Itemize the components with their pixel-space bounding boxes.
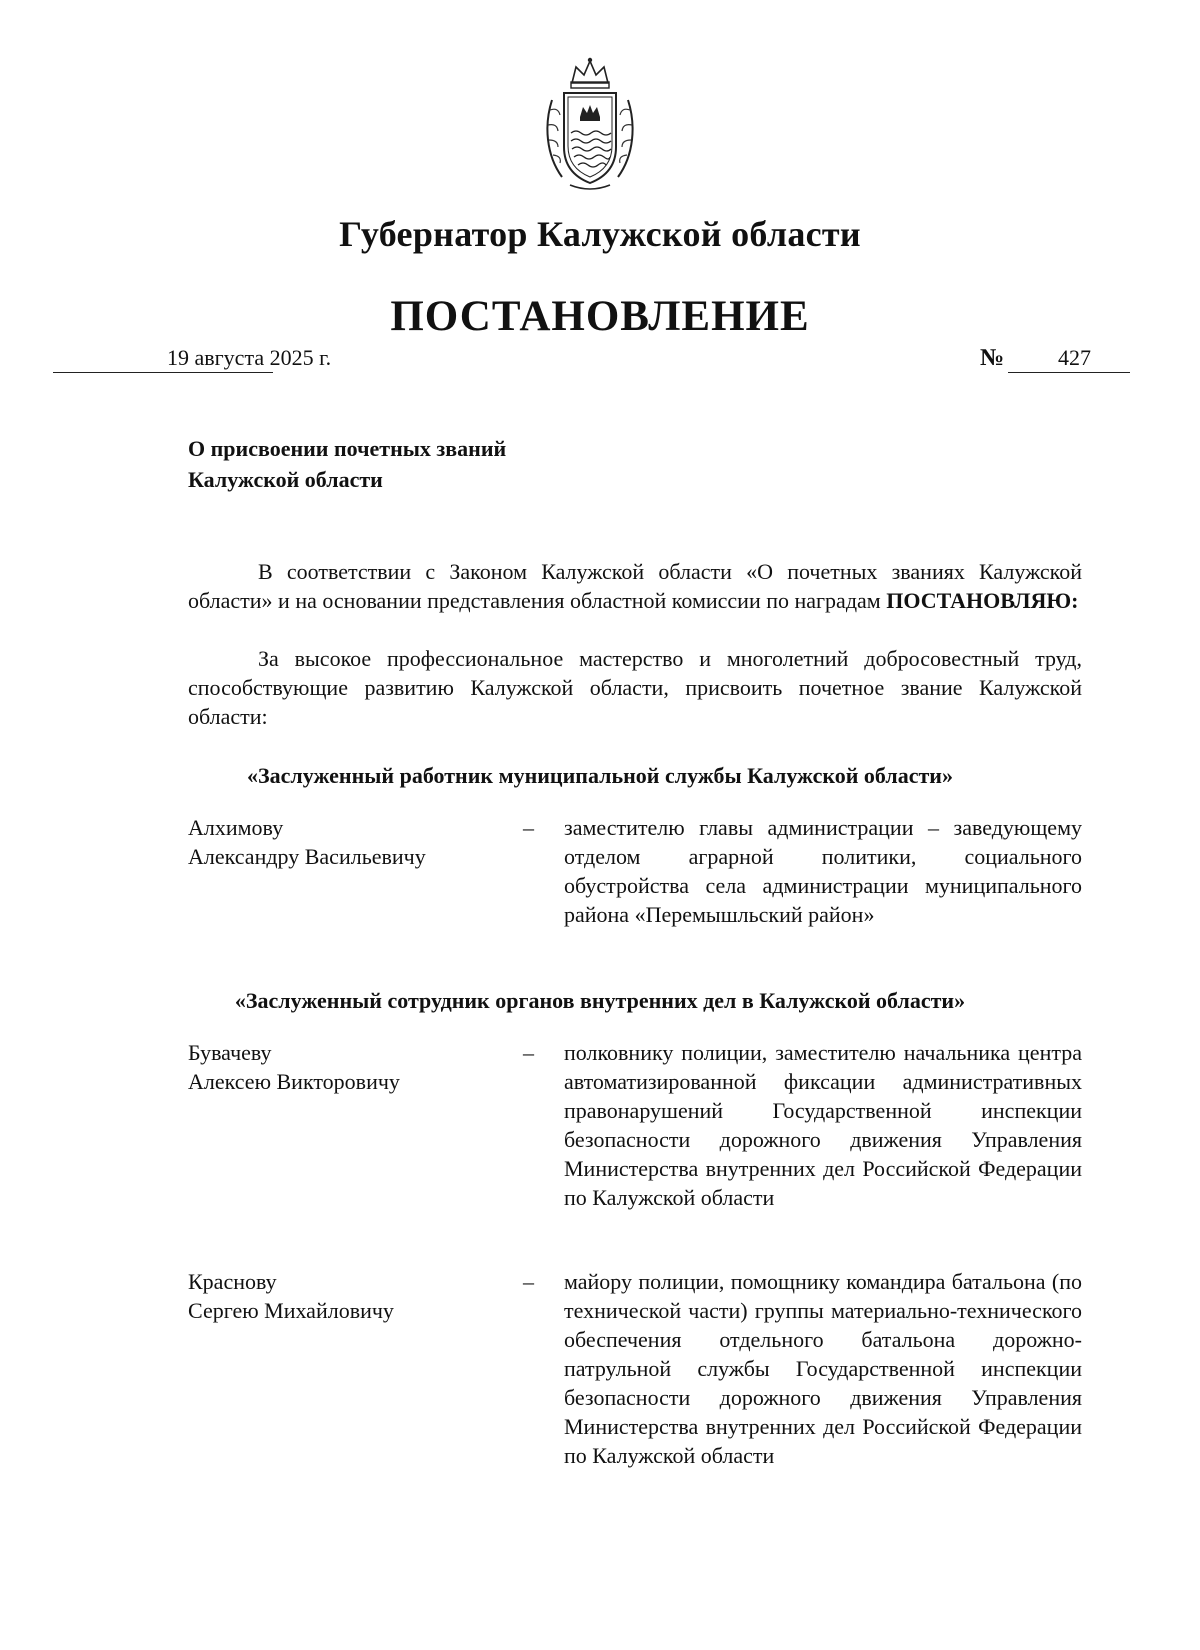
- document-subject: [188, 433, 506, 495]
- decision-paragraph: [188, 644, 1082, 731]
- awardee-entry: [188, 1267, 1088, 1507]
- subject-line-1: О присвоении почетных званий: [188, 436, 507, 461]
- award-title: «Заслуженный работник муниципальной службы Калужской области»: [247, 763, 953, 788]
- awardee-given-names: Александру Васильевичу: [188, 844, 426, 869]
- decision-text: За высокое профессиональное мастерство и многолетний добросовестный труд, способствующие развитию Калужской области, присвоить почетное звание Калужской области:: [188, 646, 1082, 729]
- awardee-given-names: Алексею Викторовичу: [188, 1069, 400, 1094]
- document-date: 19 августа 2025 г.: [167, 345, 332, 370]
- entry-dash: –: [523, 815, 534, 840]
- resolve-keyword: ПОСТАНОВЛЯЮ:: [886, 588, 1079, 613]
- awardee-name: [188, 1267, 508, 1325]
- subject-line-2: Калужской области: [188, 467, 383, 492]
- awardee-surname: Бувачеву: [188, 1040, 272, 1065]
- awardee-name: [188, 813, 508, 871]
- awardee-position: майору полиции, помощнику командира батальона (по технической части) группы материально-технического обеспечения отдельного батальона дорожно-патрульной службы Государственной инспекции безопасности дорожного движения Управления Министерства внутренних дел Российской Федерации по Калужской области: [564, 1269, 1082, 1468]
- awardee-name: [188, 1038, 508, 1096]
- document-number: 427: [1058, 345, 1091, 370]
- awardee-entry: [188, 1038, 1088, 1248]
- issuing-authority: Губернатор Калужской области: [339, 214, 861, 254]
- awardee-entry: [188, 813, 1088, 963]
- preamble-text: В соответствии с Законом Калужской области «О почетных званиях Калужской области» и на основании представления областной комиссии по наградам: [188, 559, 1082, 613]
- awardee-position: полковнику полиции, заместителю начальника центра автоматизированной фиксации административных правонарушений Государственной инспекции безопасности дорожного движения Управления Министерства внутренних дел Российской Федерации по Калужской области: [564, 1040, 1082, 1210]
- awardee-surname: Краснову: [188, 1269, 277, 1294]
- coat-of-arms-emblem: [540, 55, 640, 195]
- award-title: «Заслуженный сотрудник органов внутренних дел в Калужской области»: [234, 988, 966, 1013]
- awardee-position: заместителю главы администрации – заведующему отделом аграрной политики, социального обустройства села администрации муниципального района «Перемышльский район»: [564, 815, 1082, 927]
- number-label: №: [980, 345, 1005, 371]
- awardee-surname: Алхимову: [188, 815, 284, 840]
- entry-dash: –: [523, 1269, 534, 1294]
- preamble-paragraph: [188, 557, 1082, 615]
- entry-dash: –: [523, 1040, 534, 1065]
- document-type-title: ПОСТАНОВЛЕНИЕ: [390, 293, 810, 340]
- awardee-given-names: Сергею Михайловичу: [188, 1298, 394, 1323]
